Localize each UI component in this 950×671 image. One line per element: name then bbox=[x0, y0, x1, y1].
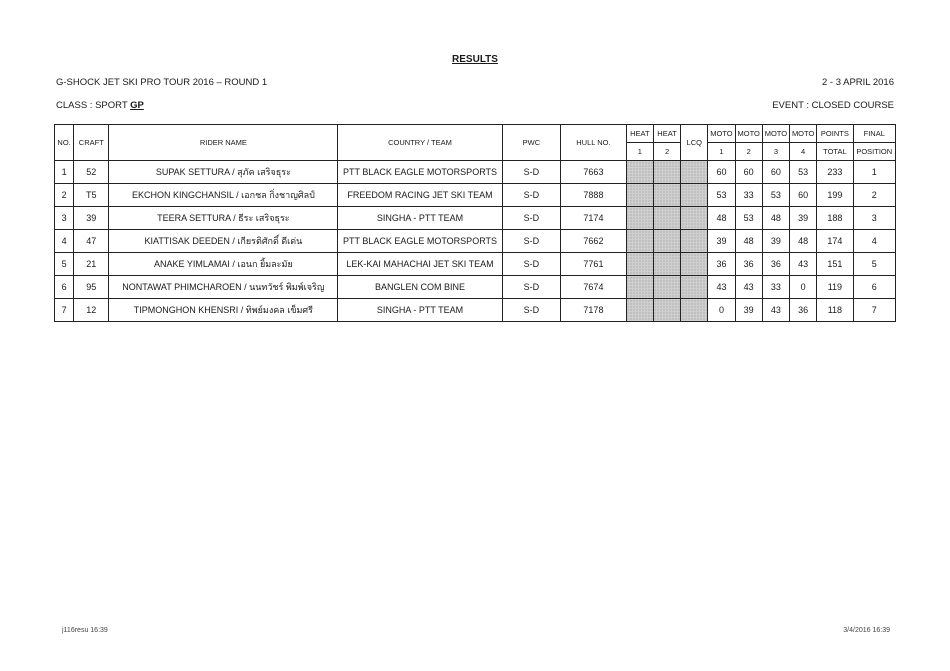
cell-final-position: 5 bbox=[853, 253, 895, 276]
cell-heat2 bbox=[653, 276, 680, 299]
cell-moto2: 33 bbox=[735, 184, 762, 207]
cell-moto4: 43 bbox=[790, 253, 817, 276]
cell-moto4: 0 bbox=[790, 276, 817, 299]
col-header-moto3: MOTO bbox=[762, 125, 789, 143]
class-suffix: GP bbox=[130, 100, 144, 111]
cell-moto1: 43 bbox=[708, 276, 735, 299]
col-header-moto3-num: 3 bbox=[762, 143, 789, 161]
col-header-final: FINAL bbox=[853, 125, 895, 143]
cell-moto2: 36 bbox=[735, 253, 762, 276]
cell-pwc: S-D bbox=[502, 299, 560, 322]
col-header-moto1-num: 1 bbox=[708, 143, 735, 161]
cell-pwc: S-D bbox=[502, 253, 560, 276]
table-row bbox=[55, 184, 896, 207]
cell-points-total: 119 bbox=[817, 276, 853, 299]
cell-points-total: 188 bbox=[817, 207, 853, 230]
cell-team: PTT BLACK EAGLE MOTORSPORTS bbox=[338, 230, 502, 253]
footer-timestamp: 3/4/2016 16:39 bbox=[843, 627, 890, 634]
table-row bbox=[55, 207, 896, 230]
cell-team: SINGHA - PTT TEAM bbox=[338, 299, 502, 322]
cell-heat2 bbox=[653, 161, 680, 184]
cell-moto2: 43 bbox=[735, 276, 762, 299]
cell-moto1: 60 bbox=[708, 161, 735, 184]
cell-heat2 bbox=[653, 253, 680, 276]
cell-points-total: 151 bbox=[817, 253, 853, 276]
cell-points-total: 118 bbox=[817, 299, 853, 322]
cell-heat1 bbox=[626, 276, 653, 299]
results-table bbox=[54, 124, 896, 322]
cell-moto3: 39 bbox=[762, 230, 789, 253]
cell-hull: 7674 bbox=[561, 276, 627, 299]
cell-craft: 21 bbox=[74, 253, 109, 276]
table-row bbox=[55, 161, 896, 184]
col-header-heat2: HEAT bbox=[653, 125, 680, 143]
cell-heat2 bbox=[653, 299, 680, 322]
cell-no: 3 bbox=[55, 207, 74, 230]
cell-no: 5 bbox=[55, 253, 74, 276]
col-header-craft: CRAFT bbox=[74, 125, 109, 161]
cell-moto3: 33 bbox=[762, 276, 789, 299]
table-row bbox=[55, 230, 896, 253]
cell-heat1 bbox=[626, 253, 653, 276]
cell-lcq bbox=[681, 299, 708, 322]
cell-hull: 7663 bbox=[561, 161, 627, 184]
col-header-points: POINTS bbox=[817, 125, 853, 143]
cell-moto4: 39 bbox=[790, 207, 817, 230]
cell-moto1: 36 bbox=[708, 253, 735, 276]
cell-points-total: 199 bbox=[817, 184, 853, 207]
cell-heat2 bbox=[653, 207, 680, 230]
col-header-moto2: MOTO bbox=[735, 125, 762, 143]
cell-craft: 39 bbox=[74, 207, 109, 230]
cell-team: LEK-KAI MAHACHAI JET SKI TEAM bbox=[338, 253, 502, 276]
cell-no: 2 bbox=[55, 184, 74, 207]
event-date: 2 - 3 APRIL 2016 bbox=[821, 77, 894, 88]
cell-no: 6 bbox=[55, 276, 74, 299]
cell-pwc: S-D bbox=[502, 230, 560, 253]
cell-craft: T5 bbox=[74, 184, 109, 207]
col-header-team: COUNTRY / TEAM bbox=[338, 125, 502, 161]
cell-moto1: 53 bbox=[708, 184, 735, 207]
cell-lcq bbox=[681, 184, 708, 207]
cell-final-position: 4 bbox=[853, 230, 895, 253]
cell-moto1: 39 bbox=[708, 230, 735, 253]
cell-lcq bbox=[681, 253, 708, 276]
cell-heat1 bbox=[626, 161, 653, 184]
col-header-heat1-num: 1 bbox=[626, 143, 653, 161]
cell-lcq bbox=[681, 230, 708, 253]
cell-lcq bbox=[681, 276, 708, 299]
cell-team: BANGLEN COM BINE bbox=[338, 276, 502, 299]
cell-team: SINGHA - PTT TEAM bbox=[338, 207, 502, 230]
cell-pwc: S-D bbox=[502, 184, 560, 207]
cell-rider: TEERA SETTURA / ธีระ เสริจธุระ bbox=[109, 207, 338, 230]
cell-final-position: 6 bbox=[853, 276, 895, 299]
cell-heat2 bbox=[653, 184, 680, 207]
col-header-final-position: POSITION bbox=[853, 143, 895, 161]
cell-moto3: 48 bbox=[762, 207, 789, 230]
col-header-lcq: LCQ bbox=[681, 125, 708, 161]
cell-moto2: 39 bbox=[735, 299, 762, 322]
cell-heat1 bbox=[626, 207, 653, 230]
col-header-moto2-num: 2 bbox=[735, 143, 762, 161]
event-name: G-SHOCK JET SKI PRO TOUR 2016 – ROUND 1 bbox=[56, 77, 268, 88]
cell-rider: NONTAWAT PHIMCHAROEN / นนทวัชร์ พิมพ์เจริญ bbox=[109, 276, 338, 299]
cell-hull: 7178 bbox=[561, 299, 627, 322]
cell-craft: 95 bbox=[74, 276, 109, 299]
cell-moto4: 36 bbox=[790, 299, 817, 322]
results-body bbox=[55, 161, 896, 322]
cell-moto3: 53 bbox=[762, 184, 789, 207]
cell-no: 4 bbox=[55, 230, 74, 253]
cell-moto2: 60 bbox=[735, 161, 762, 184]
cell-no: 7 bbox=[55, 299, 74, 322]
cell-moto3: 60 bbox=[762, 161, 789, 184]
page-title: RESULTS bbox=[452, 54, 498, 65]
cell-moto4: 53 bbox=[790, 161, 817, 184]
cell-heat1 bbox=[626, 299, 653, 322]
col-header-moto4-num: 4 bbox=[790, 143, 817, 161]
cell-moto2: 53 bbox=[735, 207, 762, 230]
cell-hull: 7174 bbox=[561, 207, 627, 230]
cell-craft: 12 bbox=[74, 299, 109, 322]
table-row bbox=[55, 299, 896, 322]
cell-rider: KIATTISAK DEEDEN / เกียรติศักดิ์ ดีเด่น bbox=[109, 230, 338, 253]
cell-final-position: 2 bbox=[853, 184, 895, 207]
cell-heat1 bbox=[626, 230, 653, 253]
col-header-heat1: HEAT bbox=[626, 125, 653, 143]
col-header-points-total: TOTAL bbox=[817, 143, 853, 161]
cell-no: 1 bbox=[55, 161, 74, 184]
cell-heat1 bbox=[626, 184, 653, 207]
cell-final-position: 7 bbox=[853, 299, 895, 322]
cell-hull: 7888 bbox=[561, 184, 627, 207]
cell-team: FREEDOM RACING JET SKI TEAM bbox=[338, 184, 502, 207]
cell-lcq bbox=[681, 207, 708, 230]
cell-pwc: S-D bbox=[502, 276, 560, 299]
cell-moto4: 48 bbox=[790, 230, 817, 253]
col-header-moto4: MOTO bbox=[790, 125, 817, 143]
table-row bbox=[55, 276, 896, 299]
cell-points-total: 233 bbox=[817, 161, 853, 184]
cell-rider: EKCHON KINGCHANSIL / เอกชล กิ่งชาญศิลป์ bbox=[109, 184, 338, 207]
col-header-hull: HULL NO. bbox=[561, 125, 627, 161]
class-prefix: CLASS : SPORT bbox=[56, 100, 131, 111]
footer-file-id: j116resu 16:39 bbox=[62, 627, 108, 634]
col-header-heat2-num: 2 bbox=[653, 143, 680, 161]
cell-moto1: 48 bbox=[708, 207, 735, 230]
cell-pwc: S-D bbox=[502, 207, 560, 230]
cell-moto3: 43 bbox=[762, 299, 789, 322]
cell-craft: 47 bbox=[74, 230, 109, 253]
cell-rider: TIPMONGHON KHENSRI / ทิพย์มงคล เข็มศรี bbox=[109, 299, 338, 322]
cell-heat2 bbox=[653, 230, 680, 253]
class-label bbox=[56, 100, 144, 111]
col-header-rider: RIDER NAME bbox=[109, 125, 338, 161]
cell-moto4: 60 bbox=[790, 184, 817, 207]
cell-moto2: 48 bbox=[735, 230, 762, 253]
cell-pwc: S-D bbox=[502, 161, 560, 184]
cell-hull: 7662 bbox=[561, 230, 627, 253]
cell-rider: ANAKE YIMLAMAI / เอนก ยิ้มละมัย bbox=[109, 253, 338, 276]
cell-moto1: 0 bbox=[708, 299, 735, 322]
col-header-no: NO. bbox=[55, 125, 74, 161]
event-type: EVENT : CLOSED COURSE bbox=[772, 100, 894, 111]
cell-rider: SUPAK SETTURA / สุภัค เสริจธุระ bbox=[109, 161, 338, 184]
cell-final-position: 3 bbox=[853, 207, 895, 230]
col-header-pwc: PWC bbox=[502, 125, 560, 161]
table-row bbox=[55, 253, 896, 276]
cell-points-total: 174 bbox=[817, 230, 853, 253]
cell-moto3: 36 bbox=[762, 253, 789, 276]
cell-team: PTT BLACK EAGLE MOTORSPORTS bbox=[338, 161, 502, 184]
cell-craft: 52 bbox=[74, 161, 109, 184]
cell-final-position: 1 bbox=[853, 161, 895, 184]
col-header-moto1: MOTO bbox=[708, 125, 735, 143]
cell-lcq bbox=[681, 161, 708, 184]
cell-hull: 7761 bbox=[561, 253, 627, 276]
